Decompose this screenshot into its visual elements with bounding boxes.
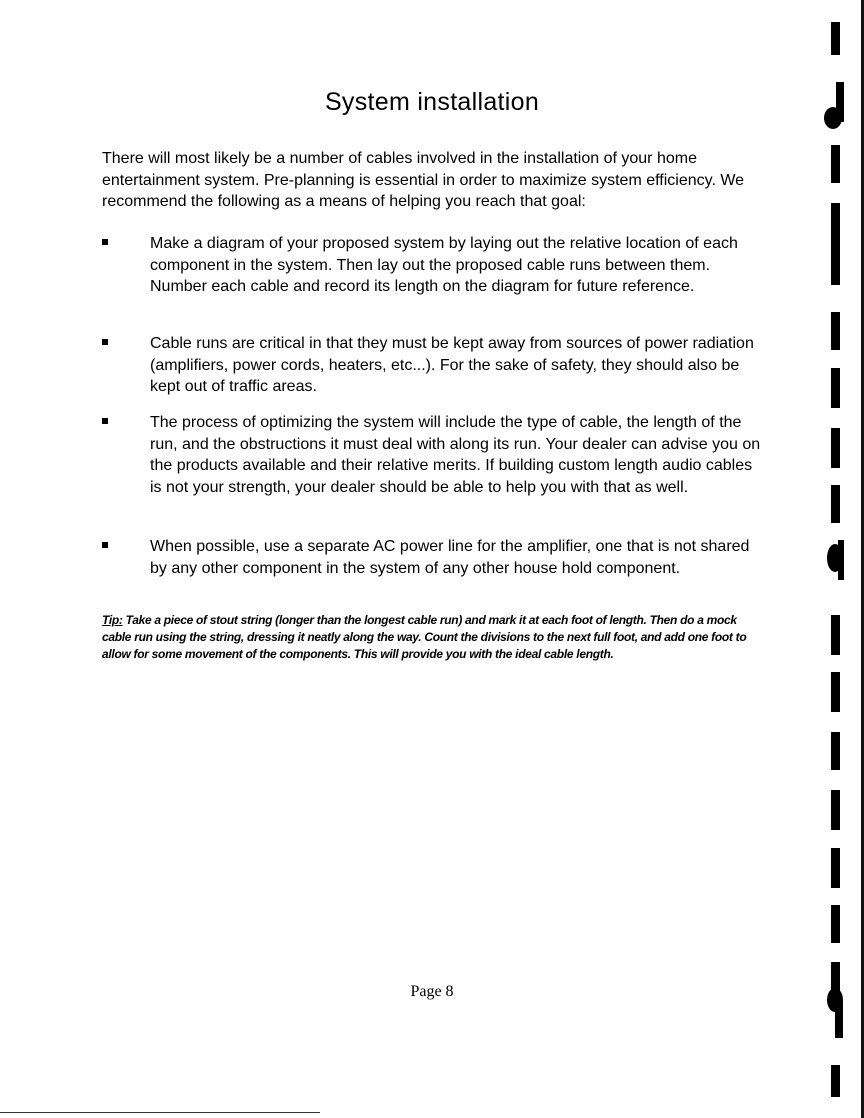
bullet-item bbox=[102, 536, 762, 579]
bullet-marker bbox=[102, 542, 108, 548]
bullet-text: The process of optimizing the system will include the type of cable, the length of the run, and the obstructions it must deal with along its run. Your dealer can advise you on the products available and their relative merits. If building custom length audio cables is not your strength, your dealer should be able to help you with that as well. bbox=[150, 414, 761, 496]
bullet-text: Cable runs are critical in that they must be kept away from sources of power radiation (amplifiers, power cords, heaters, etc...). For the sake of safety, they should also be kept out of traffic areas. bbox=[150, 335, 754, 395]
bullet-item bbox=[102, 333, 762, 398]
bullet-text: When possible, use a separate AC power line for the amplifier, one that is not shared by any other component in the system of any other house hold component. bbox=[150, 538, 750, 577]
tip-text: Take a piece of stout string (longer than the longest cable run) and mark it at each foot of length. Then do a mock cable run using the string, dressing it neatly along the way. Count the divisions to the next full foot, and add one foot to allow for some movement of the components. This will provide you with the ideal cable length. bbox=[102, 613, 747, 661]
bullet-text: Make a diagram of your proposed system by laying out the relative location of each component in the system. Then lay out the proposed cable runs between them. Number each cable and record its length on the diagram for future reference. bbox=[150, 235, 738, 295]
bullet-item bbox=[102, 233, 762, 298]
bullet-marker bbox=[102, 339, 108, 345]
tip-paragraph bbox=[102, 612, 762, 663]
bullet-item bbox=[102, 412, 762, 498]
bottom-divider bbox=[0, 1112, 320, 1113]
bullet-marker bbox=[102, 418, 108, 424]
intro-paragraph: There will most likely be a number of cables involved in the installation of your home entertainment system. Pre-planning is essential in order to maximize system efficiency. We recommend the following as a means of helping you reach that goal: bbox=[102, 150, 745, 210]
page-number: Page 8 bbox=[410, 983, 454, 1000]
bullet-marker bbox=[102, 239, 108, 245]
tip-label: Tip: bbox=[102, 613, 123, 627]
page-title: System installation bbox=[324, 88, 540, 116]
binding-marks bbox=[815, 0, 864, 1118]
